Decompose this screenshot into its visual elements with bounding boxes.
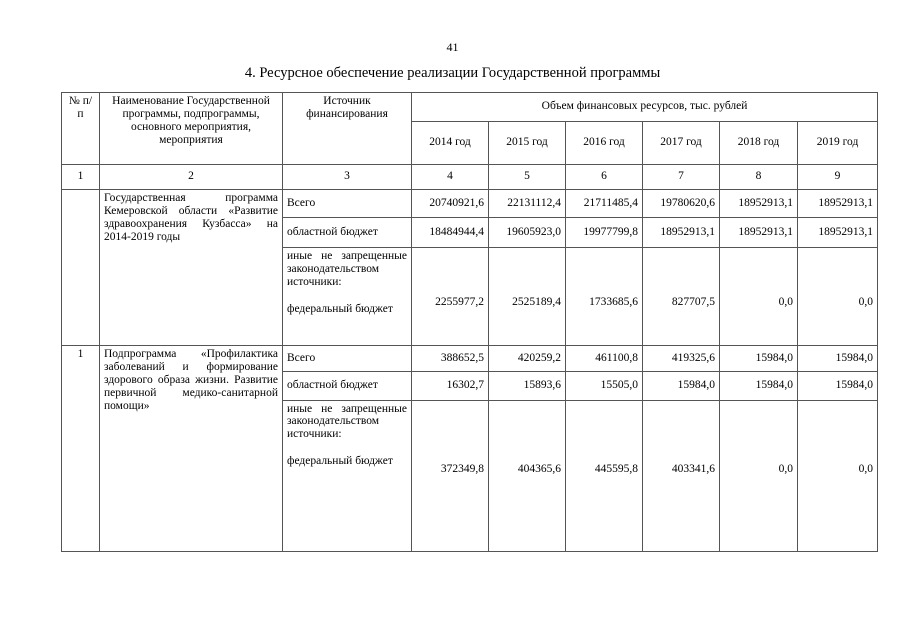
federal-budget-label: федеральный бюджет xyxy=(287,455,393,468)
value-cell: 420259,2 xyxy=(489,346,566,372)
value-cell: 15984,0 xyxy=(720,346,798,372)
value-cell: 15505,0 xyxy=(566,372,643,401)
section-num: 1 xyxy=(62,346,100,552)
index-cell: 3 xyxy=(283,164,412,190)
federal-budget-label: федеральный бюджет xyxy=(287,302,393,315)
header-year: 2015 год xyxy=(489,121,566,164)
value-cell: 19605923,0 xyxy=(489,217,566,248)
index-cell: 1 xyxy=(62,164,100,190)
value-cell: 18952913,1 xyxy=(798,190,878,218)
header-year: 2016 год xyxy=(566,121,643,164)
value-cell: 419325,6 xyxy=(643,346,720,372)
source-cell: областной бюджет xyxy=(283,372,412,401)
document-title: 4. Ресурсное обеспечение реализации Государственной программы xyxy=(244,65,661,81)
value-cell: 15984,0 xyxy=(720,372,798,401)
value-cell: 18484944,4 xyxy=(412,217,489,248)
value-cell: 445595,8 xyxy=(566,400,643,551)
source-cell xyxy=(283,248,412,346)
header-year: 2018 год xyxy=(720,121,798,164)
header-year: 2014 год xyxy=(412,121,489,164)
value-cell: 21711485,4 xyxy=(566,190,643,218)
value-cell: 461100,8 xyxy=(566,346,643,372)
index-cell: 8 xyxy=(720,164,798,190)
header-source: Источник финансирования xyxy=(283,93,412,165)
value-cell: 15984,0 xyxy=(798,372,878,401)
section-num xyxy=(62,190,100,346)
other-sources-label: иные не запрещенные законодательством источники: xyxy=(287,402,407,441)
source-cell xyxy=(283,400,412,551)
value-cell: 0,0 xyxy=(720,248,798,346)
header-year: 2019 год xyxy=(798,121,878,164)
value-cell: 18952913,1 xyxy=(643,217,720,248)
header-year: 2017 год xyxy=(643,121,720,164)
source-cell: Всего xyxy=(283,346,412,372)
table-row xyxy=(62,190,878,218)
value-cell: 403341,6 xyxy=(643,400,720,551)
value-cell: 2525189,4 xyxy=(489,248,566,346)
section-name: Государственная программа Кемеровской области «Развитие здравоохранения Кузбасса» на 2014-2019 годы xyxy=(100,190,283,346)
index-cell: 5 xyxy=(489,164,566,190)
value-cell: 0,0 xyxy=(798,400,878,551)
header-name: Наименование Государственной программы, подпрограммы, основного мероприятия, мероприятия xyxy=(100,93,283,165)
source-cell: Всего xyxy=(283,190,412,218)
value-cell: 18952913,1 xyxy=(720,217,798,248)
value-cell: 15893,6 xyxy=(489,372,566,401)
header-row xyxy=(62,93,878,122)
value-cell: 19977799,8 xyxy=(566,217,643,248)
resource-table xyxy=(61,92,878,552)
value-cell: 0,0 xyxy=(798,248,878,346)
value-cell: 18952913,1 xyxy=(720,190,798,218)
value-cell: 16302,7 xyxy=(412,372,489,401)
value-cell: 827707,5 xyxy=(643,248,720,346)
index-cell: 7 xyxy=(643,164,720,190)
page-number: 41 xyxy=(446,40,459,54)
index-cell: 6 xyxy=(566,164,643,190)
source-cell: областной бюджет xyxy=(283,217,412,248)
table-row xyxy=(62,346,878,372)
value-cell: 15984,0 xyxy=(643,372,720,401)
index-cell: 4 xyxy=(412,164,489,190)
value-cell: 22131112,4 xyxy=(489,190,566,218)
value-cell: 0,0 xyxy=(720,400,798,551)
value-cell: 2255977,2 xyxy=(412,248,489,346)
index-cell: 9 xyxy=(798,164,878,190)
value-cell: 404365,6 xyxy=(489,400,566,551)
value-cell: 18952913,1 xyxy=(798,217,878,248)
value-cell: 15984,0 xyxy=(798,346,878,372)
other-sources-label: иные не запрещенные законодательством источники: xyxy=(287,250,407,289)
value-cell: 388652,5 xyxy=(412,346,489,372)
index-cell: 2 xyxy=(100,164,283,190)
value-cell: 20740921,6 xyxy=(412,190,489,218)
value-cell: 1733685,6 xyxy=(566,248,643,346)
section-name: Подпрограмма «Профилактика заболеваний и формирование здорового образа жизни. Развитие первичной медико-санитарной помощи» xyxy=(100,346,283,552)
index-row xyxy=(62,164,878,190)
value-cell: 19780620,6 xyxy=(643,190,720,218)
header-volume: Объем финансовых ресурсов, тыс. рублей xyxy=(412,93,878,122)
value-cell: 372349,8 xyxy=(412,400,489,551)
header-num: № п/п xyxy=(62,93,100,165)
